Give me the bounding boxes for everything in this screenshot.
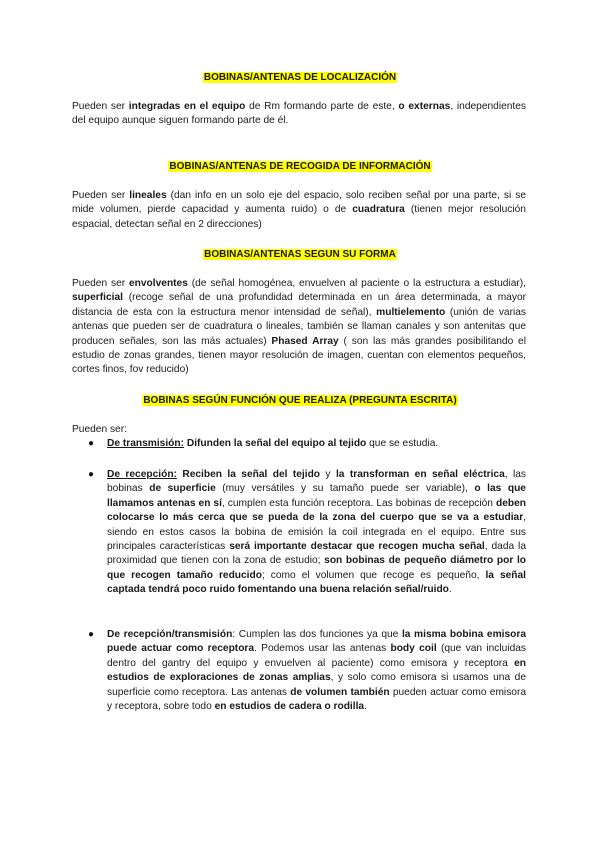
text-run: , siendo en estos casos la bobina de emisión la coil integrada en el equipo. Entre sus principales características [107,512,526,553]
text-run: integradas en el equipo [128,101,246,112]
text-run: . [448,584,452,596]
text-run: deben colocarse lo más cerca que se pueda de la zona del cuerpo que se va a estudiar [107,497,526,524]
text-run: , cumplen esta función receptora. Las bobinas de recepción [221,497,496,509]
text-run: (muy versátiles y su tamaño puede ser variable), [215,483,475,495]
text-run: (dan info en un solo eje del espacio, solo reciben señal por una parte, si se mide volumen, pierde capacidad y aumenta ruido) o de [72,190,527,216]
text-run: será importante destacar que recogen mucha señal [229,541,485,553]
text-run: (tienen mejor resolución espacial, detectan señal en 2 direcciones) [72,204,526,230]
text-run: . [364,701,367,713]
text-run: la señal captada tendrá poco ruido fomentando una buena relación señal/ruido [107,569,527,596]
heading-segun-funcion: BOBINAS SEGÚN FUNCIÓN QUE REALIZA (PREGUNTA ESCRITA) [143,395,457,406]
heading-segun-forma: BOBINAS/ANTENAS SEGUN SU FORMA [204,249,396,260]
text-run: ; como el volumen que recoge es pequeño, [261,569,486,581]
text-run: que se estudia. [366,438,439,449]
text-run: (que van incluidas dentro del gantry del equipo y envuelven al paciente) como emisora y receptora [107,643,527,669]
text-run: Difunden la señal del equipo al tejido [186,438,367,449]
bullet-dot: ● [88,438,95,449]
text-run: son bobinas de pequeño diámetro por lo que recogen tamaño reducido [107,555,526,581]
text-run: de Rm formando parte de este, [245,101,399,112]
text-run: lineales [129,190,167,201]
text-run: multielemento [376,306,446,318]
text-run: cuadratura [352,204,405,216]
paragraph-localizacion [72,100,526,129]
paragraph-recogida-informacion [72,189,526,232]
heading-localizacion: BOBINAS/ANTENAS DE LOCALIZACIÓN [203,72,397,83]
text-run: Pueden ser [72,190,130,201]
text-run: De recepción/transmisión [107,629,233,640]
text-run: body coil [390,643,437,655]
bullet-dot: ● [88,469,95,480]
text-run: de superficie [149,483,216,495]
text-run: y [320,469,336,480]
text-run: . Podemos usar las antenas [254,643,391,655]
text-run: Pueden ser [72,101,129,112]
heading-recogida-informacion: BOBINAS/ANTENAS DE RECOGIDA DE INFORMACIÓN [169,161,431,172]
text-run: (recoge señal de una profundidad determinada en un área determinada, a mayor distancia de esta con la estructura menor intensidad de señal), [72,292,526,318]
text-run: : Cumplen las dos funciones ya que [232,629,402,640]
text-run: ( son las más grandes posibilitando el estudio de zonas grandes, tienen mayor resolución de imagen, cuentan con elementos pequeños, cortes finos, fov reducido) [72,335,526,376]
text-run: envolventes [129,278,188,289]
bullet-dot: ● [88,629,95,640]
text-run: pueden actuar como emisora y receptora, sobre todo [107,686,527,713]
text-run: en estudios de cadera o rodilla [214,701,365,713]
text-run: o externas [398,101,451,112]
text-run: en estudios de exploraciones de zonas amplias [107,657,526,684]
text-run: , y solo como emisora si usamos una de superficie como receptora. Las antenas [107,672,526,698]
text-run: (unión de varias antenas que pueden ser de cuadratura o lineales, también se llaman canales y son antenitas que producen señales, son las más actuales) [72,306,526,347]
text-run: o las que llamamos antenas en sí [107,483,526,509]
text-run: De recepción: [107,469,177,480]
text-run: , las bobinas [107,469,527,495]
paragraph-intro-pueden-ser: Pueden ser: [72,424,127,435]
text-run: Phased Array [271,335,339,347]
text-run: Pueden ser [72,278,129,289]
text-run: , dada la proximidad que tienen con la zona de estudio; [107,541,526,567]
text-run: De transmisión: [107,438,184,449]
text-run: superficial [72,292,123,304]
text-run: (de señal homogénea, envuelven al paciente o la estructura a estudiar), [187,278,526,289]
text-run: la misma bobina emisora puede actuar como receptora [107,629,526,655]
paragraph-segun-forma [72,277,526,378]
text-run: Reciben la señal del tejido [182,469,321,480]
text-run: , independientes del equipo aunque siguen formando parte de él. [72,101,526,127]
text-run: de volumen también [290,686,390,698]
text-run: la transforman en señal eléctrica [335,469,505,480]
